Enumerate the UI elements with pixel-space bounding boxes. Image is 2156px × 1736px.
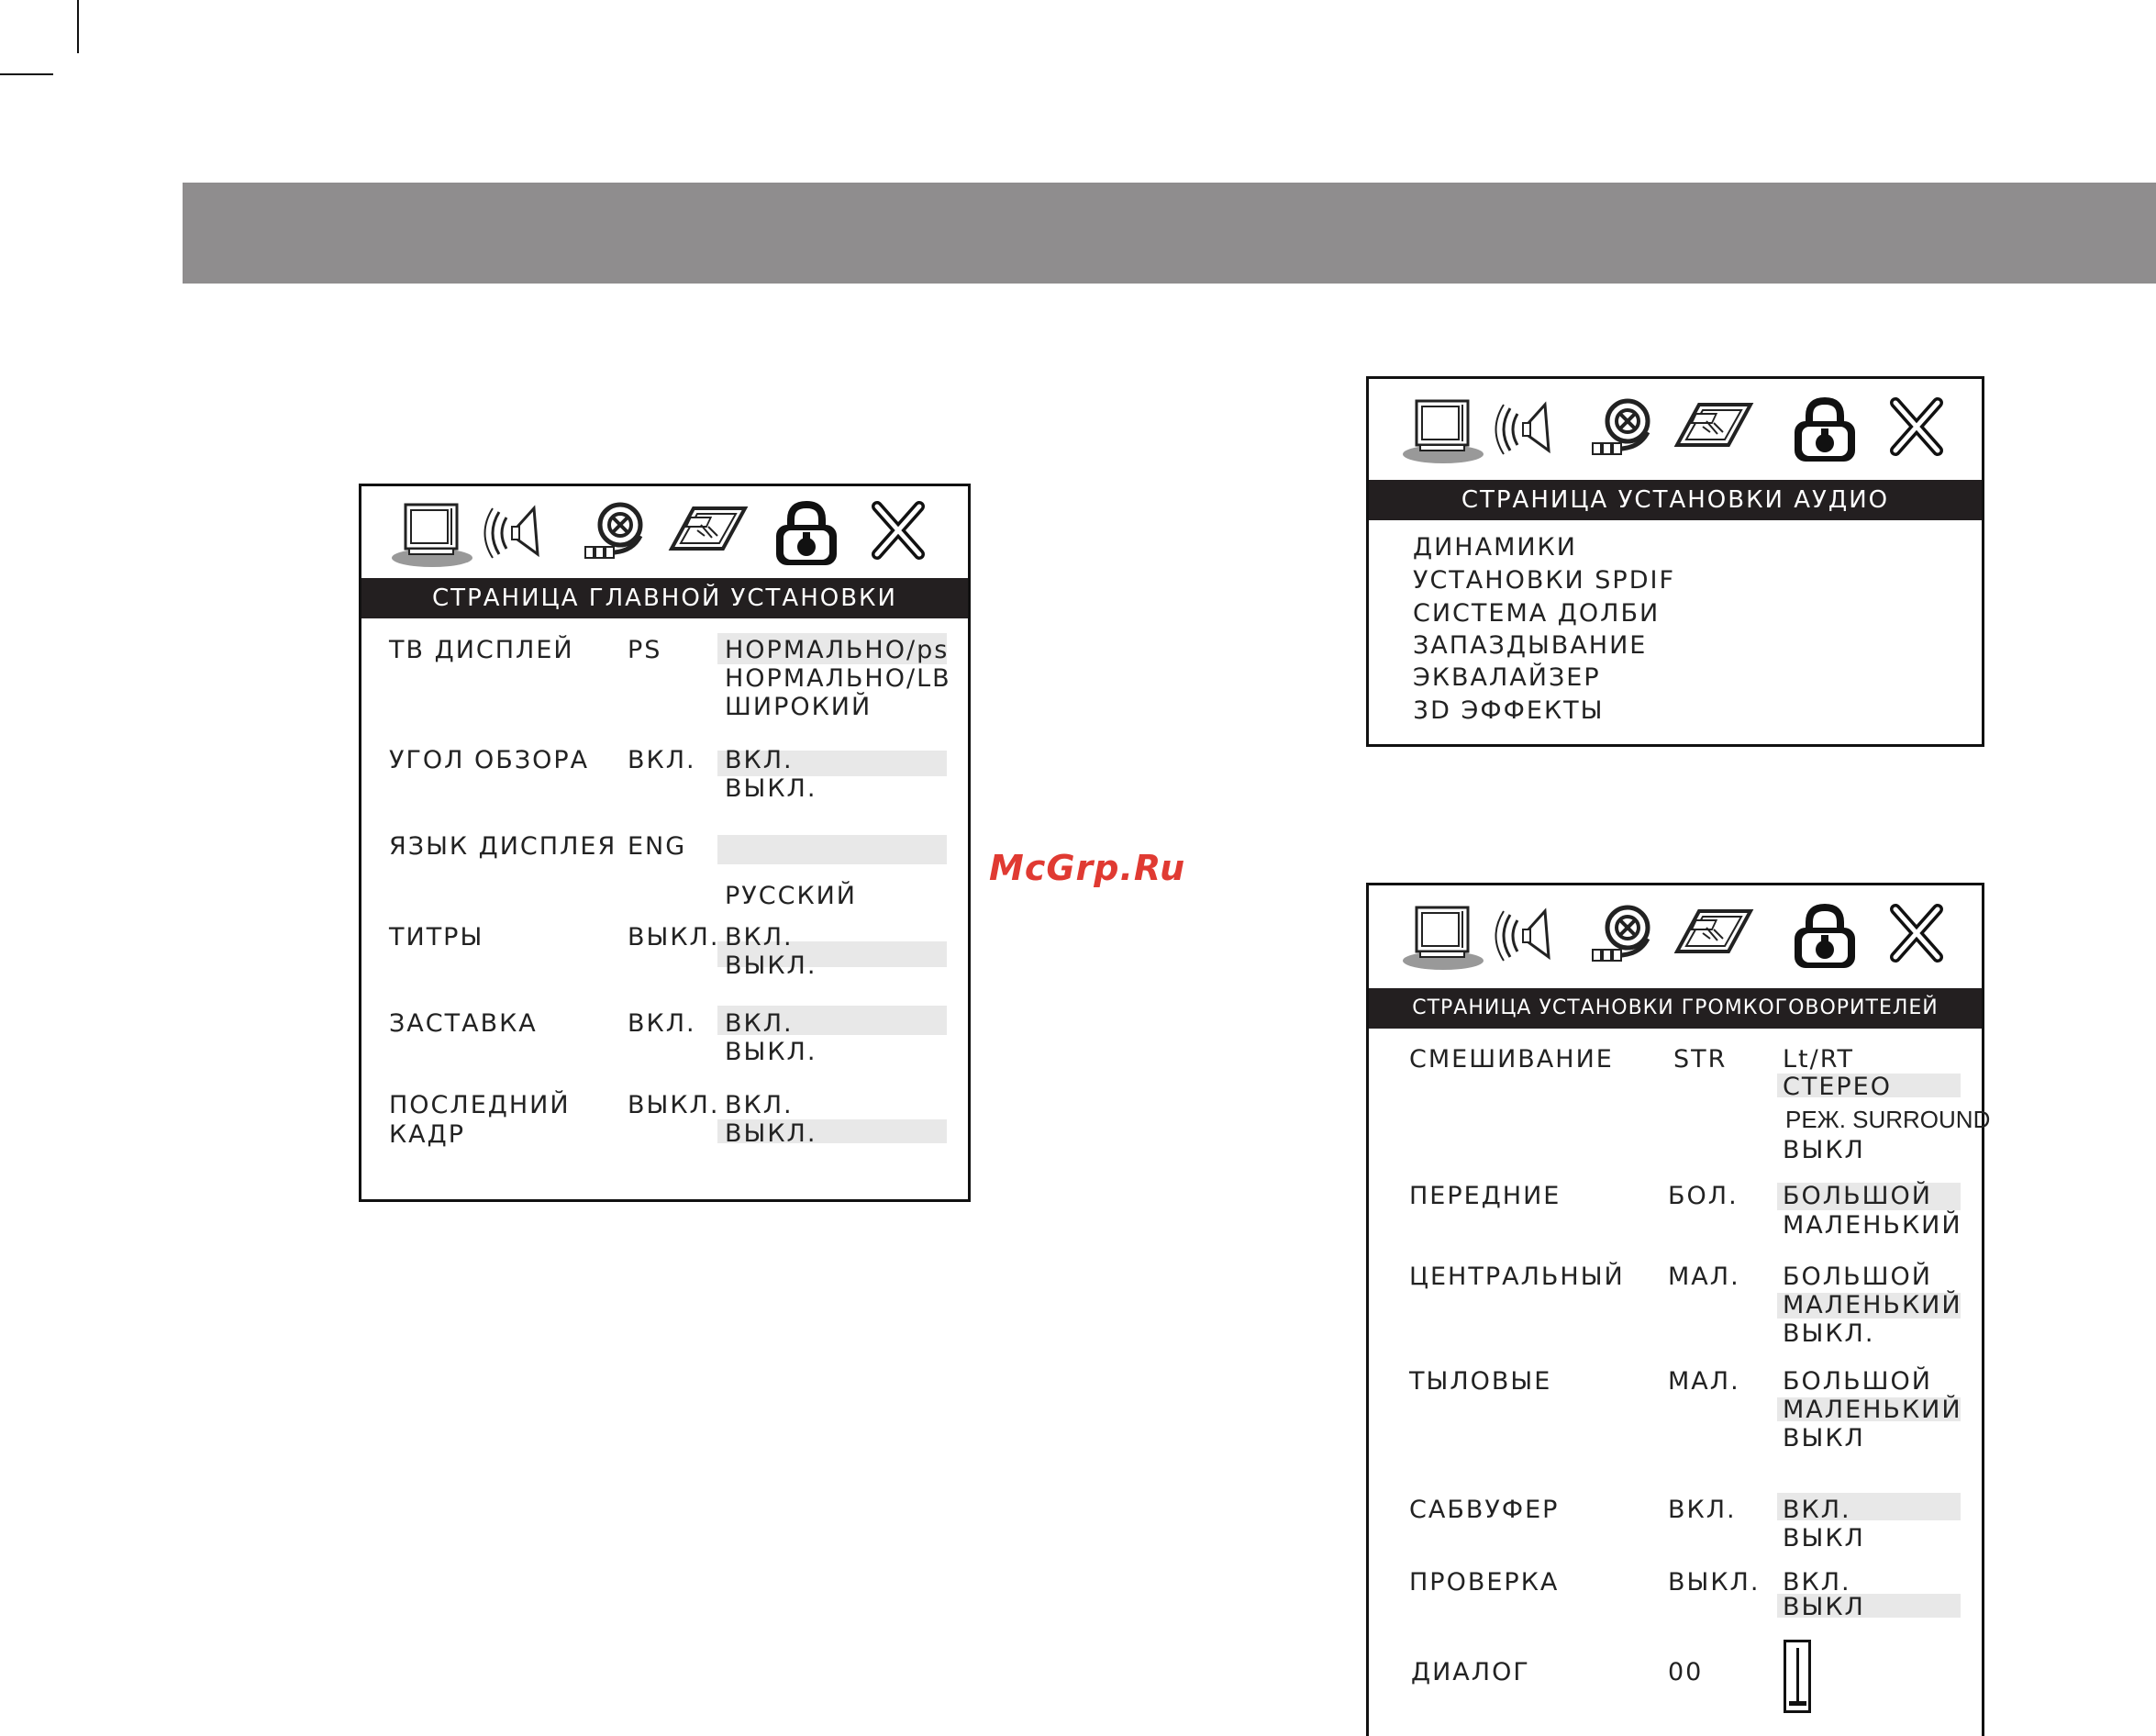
option-off[interactable]: ВЫКЛ. [725, 951, 817, 980]
option-off[interactable]: ВЫКЛ [1783, 1136, 1865, 1164]
setting-value-tv-display: PS [628, 636, 662, 664]
tv-icon[interactable] [391, 499, 473, 569]
setting-value-display-language: ENG [628, 832, 687, 861]
dvd-menu-icon[interactable] [1672, 902, 1754, 972]
setting-label-subtitles: ТИТРЫ [389, 923, 484, 951]
crop-mark-horizontal [0, 73, 53, 75]
setting-label-downmix: СМЕШИВАНИЕ [1409, 1045, 1614, 1074]
film-reel-icon[interactable] [1582, 395, 1664, 465]
dvd-menu-icon[interactable] [666, 499, 749, 569]
setting-label-screensaver: ЗАСТАВКА [389, 1009, 538, 1038]
setting-value-last-frame: ВЫКЛ. [628, 1091, 720, 1119]
slider-thumb[interactable] [1789, 1701, 1806, 1706]
film-reel-icon[interactable] [1582, 902, 1664, 972]
dvd-menu-icon[interactable] [1672, 395, 1754, 465]
option-russian[interactable]: РУССКИЙ [725, 882, 858, 910]
close-icon[interactable] [1875, 902, 1958, 972]
setting-label-last-frame: ПОСЛЕДНИЙ [389, 1091, 571, 1119]
option-lt-rt[interactable]: Lt/RT [1783, 1045, 1855, 1074]
setting-label-viewing-angle: УГОЛ ОБЗОРА [389, 746, 590, 774]
close-icon[interactable] [1875, 395, 1958, 465]
option-large[interactable]: БОЛЬШОЙ [1783, 1182, 1932, 1210]
option-normal-lb[interactable]: НОРМАЛЬНО/LB [725, 664, 951, 693]
lock-icon[interactable] [1784, 395, 1866, 465]
watermark: McGrp.Ru [989, 848, 1186, 888]
menu-item-speakers[interactable]: ДИНАМИКИ [1413, 533, 1577, 562]
option-large[interactable]: БОЛЬШОЙ [1783, 1367, 1932, 1396]
general-setup-panel [359, 484, 971, 1202]
tv-icon[interactable] [1402, 395, 1484, 465]
menu-item-delay[interactable]: ЗАПАЗДЫВАНИЕ [1413, 631, 1648, 660]
crop-mark-vertical [77, 0, 79, 53]
menu-item-spdif[interactable]: УСТАНОВКИ SPDIF [1413, 566, 1675, 595]
icon-bar [361, 486, 968, 573]
option-small[interactable]: МАЛЕНЬКИЙ [1783, 1211, 1962, 1240]
slider-track [1796, 1648, 1799, 1705]
option-large[interactable]: БОЛЬШОЙ [1783, 1263, 1932, 1291]
close-icon[interactable] [857, 499, 939, 569]
setting-value-subwoofer: ВКЛ. [1668, 1496, 1737, 1524]
speaker-icon[interactable] [1492, 395, 1574, 465]
dialog-level-slider[interactable] [1784, 1640, 1811, 1713]
option-small[interactable]: МАЛЕНЬКИЙ [1783, 1291, 1962, 1319]
header-banner [183, 183, 2156, 284]
menu-item-dolby[interactable]: СИСТЕМА ДОЛБИ [1413, 599, 1661, 628]
setting-label-tv-display: ТВ ДИСПЛЕЙ [389, 636, 574, 664]
speaker-icon[interactable] [481, 499, 563, 569]
option-on[interactable]: ВКЛ. [725, 1091, 794, 1119]
setting-label-rear: ТЫЛОВЫЕ [1409, 1367, 1552, 1396]
option-stereo[interactable]: СТЕРЕО [1783, 1073, 1892, 1101]
setting-value-front: БОЛ. [1668, 1182, 1739, 1210]
speaker-icon[interactable] [1492, 902, 1574, 972]
setting-label-display-language: ЯЗЫК ДИСПЛЕЯ [389, 832, 617, 861]
option-off[interactable]: ВЫКЛ [1783, 1524, 1865, 1552]
setting-value-viewing-angle: ВКЛ. [628, 746, 696, 774]
option-on[interactable]: ВКЛ. [1783, 1496, 1851, 1524]
option-off[interactable]: ВЫКЛ [1783, 1424, 1865, 1452]
tv-icon[interactable] [1402, 902, 1484, 972]
setting-label-last-frame-line2: КАДР [389, 1120, 466, 1149]
option-off[interactable]: ВЫКЛ. [725, 774, 817, 803]
menu-item-3d-effects[interactable]: 3D ЭФФЕКТЫ [1413, 696, 1605, 725]
film-reel-icon[interactable] [574, 499, 657, 569]
option-on[interactable]: ВКЛ. [725, 1009, 794, 1038]
menu-item-equalizer[interactable]: ЭКВАЛАЙЗЕР [1413, 663, 1601, 692]
option-small[interactable]: МАЛЕНЬКИЙ [1783, 1396, 1962, 1424]
icon-bar [1369, 885, 1982, 973]
panel-title: СТРАНИЦА УСТАНОВКИ АУДИО [1369, 480, 1982, 520]
setting-value-dialog: 00 [1668, 1658, 1704, 1686]
setting-label-dialog: ДИАЛОГ [1411, 1658, 1530, 1686]
option-wide[interactable]: ШИРОКИЙ [725, 693, 872, 721]
option-off[interactable]: ВЫКЛ [1783, 1593, 1865, 1621]
icon-bar [1369, 379, 1982, 466]
setting-value-downmix: STR [1673, 1045, 1728, 1074]
panel-title: СТРАНИЦА УСТАНОВКИ ГРОМКОГОВОРИТЕЛЕЙ [1369, 988, 1982, 1029]
panel-title: СТРАНИЦА ГЛАВНОЙ УСТАНОВКИ [361, 578, 968, 618]
audio-setup-panel [1366, 376, 1984, 747]
setting-value-rear: МАЛ. [1668, 1367, 1740, 1396]
setting-value-center: МАЛ. [1668, 1263, 1740, 1291]
setting-value-test: ВЫКЛ. [1668, 1568, 1761, 1597]
setting-label-test: ПРОВЕРКА [1409, 1568, 1560, 1597]
setting-value-screensaver: ВКЛ. [628, 1009, 696, 1038]
option-off[interactable]: ВЫКЛ. [725, 1038, 817, 1066]
speaker-setup-panel [1366, 883, 1991, 1736]
setting-label-front: ПЕРЕДНИЕ [1409, 1182, 1561, 1210]
setting-label-center: ЦЕНТРАЛЬНЫЙ [1409, 1263, 1625, 1291]
option-off[interactable]: ВЫКЛ. [725, 1119, 817, 1148]
option-normal-ps[interactable]: НОРМАЛЬНО/ps [725, 636, 950, 664]
option-off[interactable]: ВЫКЛ. [1783, 1319, 1875, 1348]
lock-icon[interactable] [765, 499, 848, 569]
option-on[interactable]: ВКЛ. [1783, 1568, 1851, 1597]
setting-value-subtitles: ВЫКЛ. [628, 923, 720, 951]
option-on[interactable]: ВКЛ. [725, 746, 794, 774]
setting-label-subwoofer: САБВУФЕР [1409, 1496, 1560, 1524]
lock-icon[interactable] [1784, 902, 1866, 972]
option-surround[interactable]: РЕЖ. SURROUND [1785, 1106, 1991, 1133]
option-on[interactable]: ВКЛ. [725, 923, 794, 951]
selection-highlight [717, 835, 947, 864]
